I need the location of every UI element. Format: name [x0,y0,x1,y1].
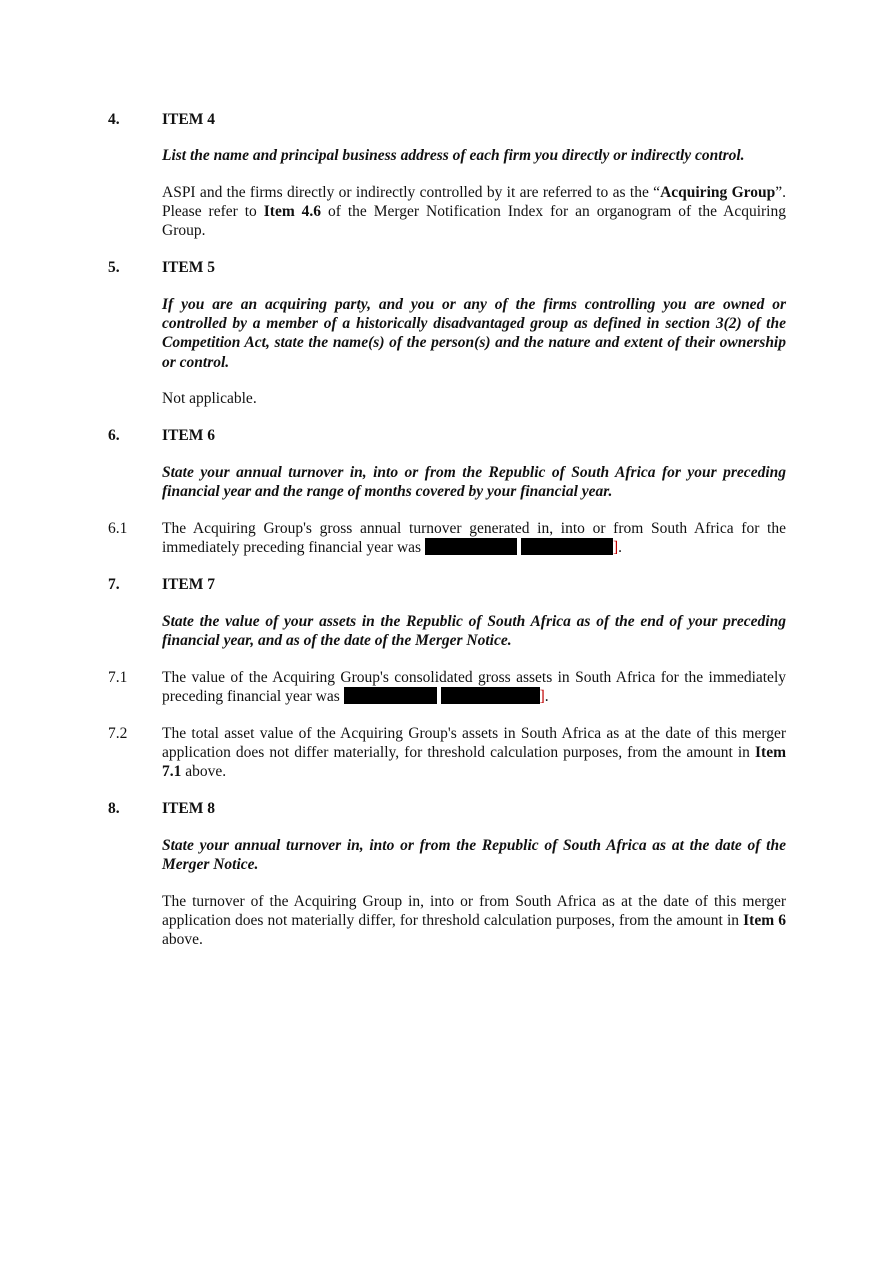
section-4-question: List the name and principal business address of each firm you directly or indirectly control. [162,147,745,164]
section-8-answer-part2: above. [162,931,203,949]
item-7-1-reference: Item 7.1 [162,744,786,781]
item-6-reference: Item 6 [743,912,786,930]
section-4-answer [162,183,786,241]
section-5-answer: Not applicable. [162,390,257,407]
section-4-number: 4. [108,111,120,128]
closing-bracket: ] [539,688,545,706]
section-6-question: State your annual turnover in, into or from the Republic of South Africa for your preceding financial year and the range of months covered by your financial year. [162,464,786,501]
redaction-block [521,538,613,555]
redaction-block [425,538,517,555]
subsection-7-2-text [162,724,786,782]
section-8-answer-part1: The turnover of the Acquiring Group in, into or from South Africa as at the date of this merger application does not materially differ, for threshold calculation purposes, from the amount in [162,893,786,930]
acquiring-group-term: Acquiring Group [660,184,776,201]
subsection-7-2-number: 7.2 [108,725,128,742]
section-4-answer-part3: of the Merger Notification Index for an organogram of the Acquiring Group. [162,203,786,240]
section-4-answer-part1: ASPI and the firms directly or indirectly controlled by it are referred to as the “ [162,184,661,201]
section-5-number: 5. [108,259,120,276]
section-7-question: State the value of your assets in the Republic of South Africa as of the end of your preceding financial year, and as of the date of the Merger Notice. [162,613,786,650]
section-5-heading: ITEM 5 [162,259,215,276]
section-4-heading: ITEM 4 [162,111,215,128]
subsection-7-1-text [162,668,786,706]
section-6-number: 6. [108,427,120,444]
section-6-heading: ITEM 6 [162,427,215,444]
section-8-number: 8. [108,800,120,817]
section-8-heading: ITEM 8 [162,800,215,817]
section-7-number: 7. [108,576,120,593]
subsection-7-1-body: The value of the Acquiring Group's consolidated gross assets in South Africa for the immediately preceding financial year was [162,669,786,706]
subsection-6-1-number: 6.1 [108,520,128,537]
subsection-6-1-body: The Acquiring Group's gross annual turnover generated in, into or from South Africa for the immediately preceding financial year was [162,520,786,557]
subsection-6-1-text [162,519,786,557]
subsection-7-1-number: 7.1 [108,669,128,686]
sentence-end: . [544,688,549,706]
redaction-block [344,687,437,704]
sentence-end: . [618,539,623,557]
closing-bracket: ] [612,539,619,557]
section-8-question: State your annual turnover in, into or from the Republic of South Africa as at the date of the Merger Notice. [162,837,786,874]
section-4-answer-part2: ”. Please refer to [162,184,786,221]
subsection-7-2-body: The total asset value of the Acquiring Group's assets in South Africa as at the date of this merger application does not differ materially, for threshold calculation purposes, from the amount in [162,725,786,762]
section-8-answer [162,892,786,950]
subsection-7-2-end: above. [181,763,227,781]
section-5-question: If you are an acquiring party, and you or any of the firms controlling you are owned or controlled by a member of a historically disadvantaged group as defined in section 3(2) of the Competition Act, state the name(s) of the person(s) and the nature and extent of their ownership or control. [162,296,786,371]
section-7-heading: ITEM 7 [162,576,215,593]
redaction-block [441,687,540,704]
item-4-6-reference: Item 4.6 [263,203,322,221]
